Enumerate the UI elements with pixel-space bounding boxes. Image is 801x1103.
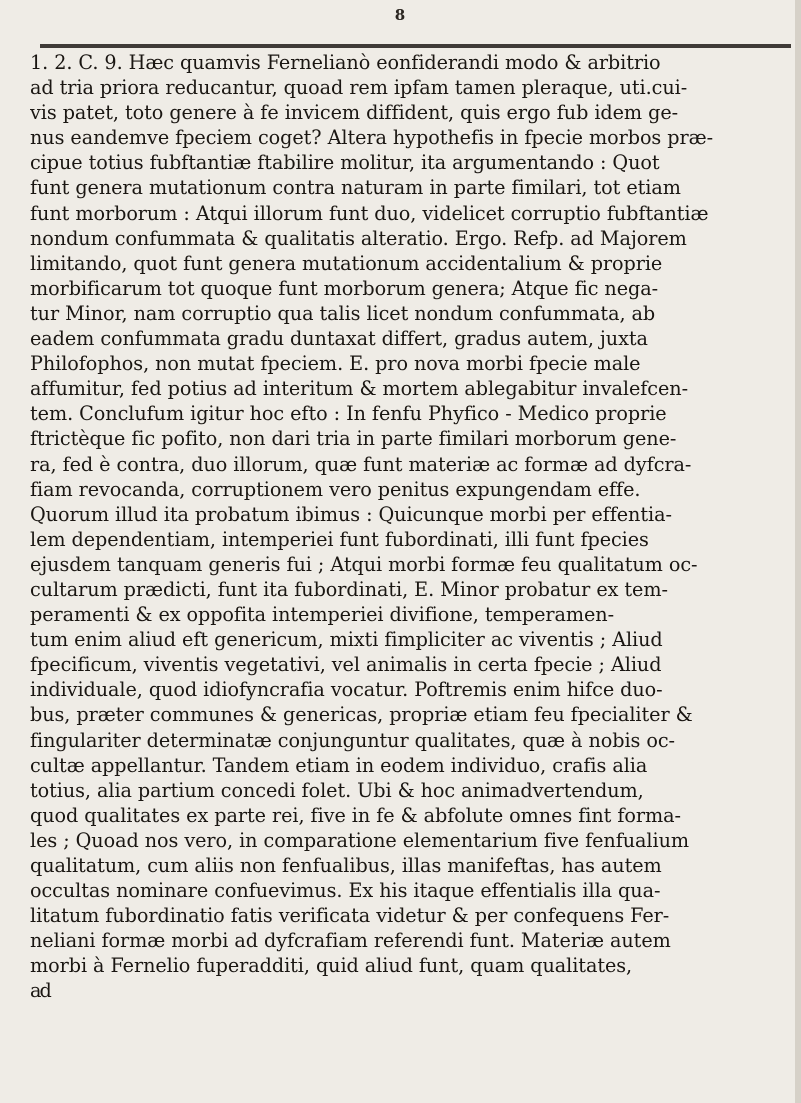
text-line: les ; Quoad nos vero, in comparatione elementarium five fenfualium [30,828,690,852]
text-line: cipue totius fubftantiæ ftabilire molitur, ita argumentando : Quot [30,151,660,175]
text-line: cultæ appellantur. Tandem etiam in eodem individuo, crafis alia [30,753,648,777]
text-line: tur Minor, nam corruptio qua talis licet nondum confummata, ab [30,301,656,325]
text-line: vis patet, toto genere à fe invicem diffident, quis ergo fub idem ge- [30,101,679,125]
text-line: cultarum prædicti, funt ita fubordinati, E. Minor probatur ex tem- [30,577,668,601]
text-line: ftrictèque fic pofito, non dari tria in parte fimilari morborum gene- [30,427,677,451]
text-line: peramenti & ex oppofita intemperiei divifione, temperamen- [30,603,615,627]
text-line: lem dependentiam, intemperiei funt fubordinati, illi funt fpecies [30,527,649,551]
text-line: ejusdem tanquam generis fui ; Atqui morbi formæ feu qualitatum oc- [30,552,698,576]
text-line: neliani formæ morbi ad dyfcrafiam referendi funt. Materiæ autem [30,929,671,953]
text-line: funt genera mutationum contra naturam in parte fimilari, tot etiam [30,176,681,200]
text-line: eadem confummata gradu duntaxat differt, gradus autem, juxta [30,327,648,351]
text-line: nus eandemve fpeciem coget? Altera hypothefis in fpecie morbos præ- [30,126,713,150]
text-line: morbi à Fernelio fuperadditi, quid aliud funt, quam qualitates, [30,954,633,978]
text-line: totius, alia partium concedi folet. Ubi & hoc animadvertendum, [30,778,644,802]
header-rule [40,44,791,48]
body-text [30,50,794,1004]
text-line: Philofophos, non mutat fpeciem. E. pro nova morbi fpecie male [30,352,641,376]
text-line: fingulariter determinatæ conjunguntur qualitates, quæ à nobis oc- [30,728,675,752]
text-line: fiam revocanda, corruptionem vero penitus expungendam effe. [30,477,641,501]
text-line: ra, fed è contra, duo illorum, quæ funt materiæ ac formæ ad dyfcra- [30,452,692,476]
signature-mark: 8 [394,6,407,24]
text-line: limitando, quot funt genera mutationum accidentalium & proprie [30,251,663,275]
text-line: tem. Conclufum igitur hoc efto : In fenfu Phyfico - Medico proprie [30,402,667,426]
text-line: tum enim aliud eft genericum, mixti fimpliciter ac viventis ; Aliud [30,628,663,652]
text-line: quod qualitates ex parte rei, five in fe & abfolute omnes fint forma- [30,803,681,827]
text-line: Quorum illud ita probatum ibimus : Quicunque morbi per effentia- [30,502,672,526]
text-line: litatum fubordinatio fatis verificata videtur & per confequens Fer- [30,904,670,928]
text-line: individuale, quod idiofyncrafia vocatur. Poftremis enim hifce duo- [30,678,663,702]
text-line: funt morborum : Atqui illorum funt duo, videlicet corruptio fubftantiæ [30,201,709,225]
text-line: affumitur, fed potius ad interitum & mortem ablegabitur invalefcen- [30,377,688,401]
text-line: occultas nominare confuevimus. Ex his itaque effentialis illa qua- [30,879,661,903]
text-line: nondum confummata & qualitatis alteratio. Ergo. Refp. ad Majorem [30,226,687,250]
text-line: morbificarum tot quoque funt morborum genera; Atque fic nega- [30,276,658,300]
text-line: qualitatum, cum aliis non fenfualibus, illas manifeftas, has autem [30,854,662,877]
text-line: ad [30,979,50,1003]
text-line: ad tria priora reducantur, quoad rem ipfam tamen pleraque, uti.cui- [30,76,688,100]
page-edge [795,0,801,1103]
text-line: bus, præter communes & genericas, propriæ etiam feu fpecialiter & [30,703,693,727]
text-line: fpecificum, viventis vegetativi, vel animalis in certa fpecie ; Aliud [30,653,662,677]
text-line: 1. 2. C. 9. Hæc quamvis Fernelianò eonfiderandi modo & arbitrio [30,51,661,74]
